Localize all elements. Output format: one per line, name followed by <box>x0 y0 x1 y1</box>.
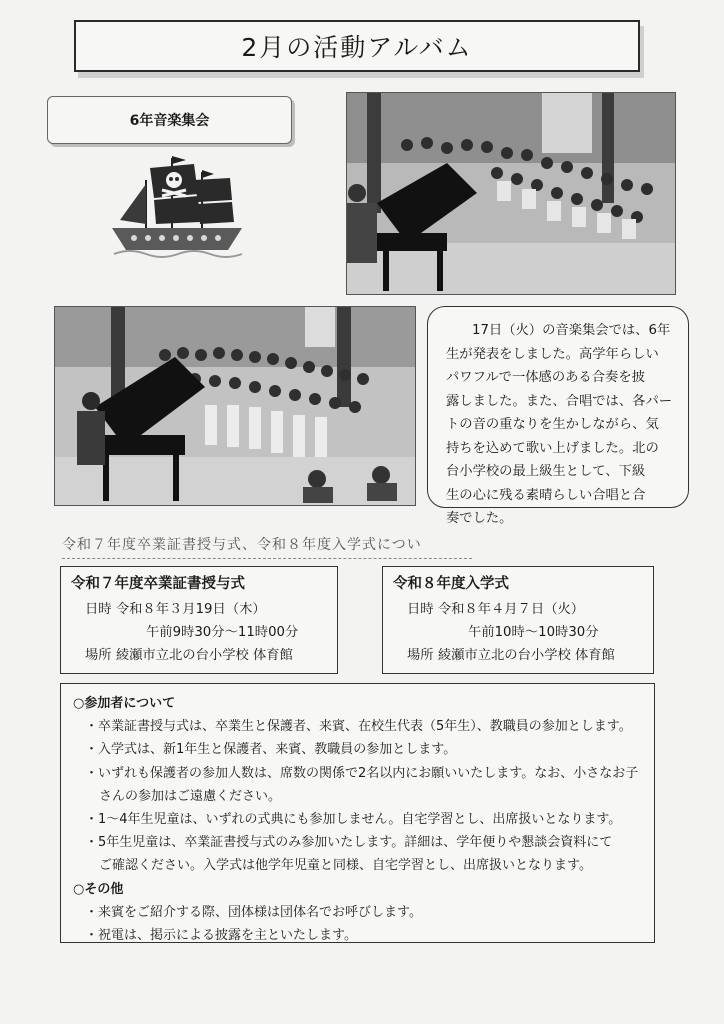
page-title: 2月の活動アルバム <box>74 20 640 72</box>
notice-line: ・祝電は、掲示による披露を主といたします。 <box>85 928 357 944</box>
music-assembly-photo-2 <box>54 306 416 506</box>
notice-line: ・入学式は、新1年生と保護者、来賓、教職員の参加とします。 <box>85 742 457 758</box>
description-line: 奏でした。 <box>446 511 513 526</box>
notice-line: ご確認ください。入学式は他学年児童と同様、自宅学習とし、出席扱いとなります。 <box>99 858 592 874</box>
graduation-date: 日時 令和８年３月19日（木） <box>85 602 266 617</box>
ceremony-heading: 令和７年度卒業証書授与式、令和８年度入学式につい <box>62 534 472 559</box>
entrance-title: 令和８年度入学式 <box>393 576 509 592</box>
description-line: 17日（火）の音楽集会では、6年 <box>472 323 671 338</box>
entrance-time: 午前10時～10時30分 <box>468 625 599 640</box>
notice-line: ・1～4年生児童は、いずれの式典にも参加しません。自宅学習とし、出席扱いとなります。 <box>85 812 622 828</box>
graduation-ceremony-box <box>60 566 338 674</box>
entrance-place: 場所 綾瀬市立北の台小学校 体育館 <box>407 648 615 663</box>
graduation-title: 令和７年度卒業証書授与式 <box>71 576 245 592</box>
notice-line: ・卒業証書授与式は、卒業生と保護者、来賓、在校生代表（5年生）、教職員の参加とします。 <box>85 719 632 735</box>
event-description <box>427 306 689 526</box>
notice-line: ・来賓をご紹介する際、団体様は団体名でお呼びします。 <box>85 904 422 920</box>
participants-heading: ○参加者について <box>73 696 176 711</box>
notice-box <box>60 683 655 943</box>
notice-line: ・5年生児童は、卒業証書授与式のみ参加いたします。詳細は、学年便りや懇談会資料にて <box>85 835 613 851</box>
entrance-date: 日時 令和８年４月７日（火） <box>407 602 585 617</box>
pirate-ship-illustration <box>110 150 250 260</box>
music-assembly-photo-1 <box>346 92 676 295</box>
notice-line: ・いずれも保護者の参加人数は、席数の関係で2名以内にお願いいたします。なお、小さなお子 <box>85 765 639 781</box>
description-line: パワフルで一体感のある合奏を披 <box>446 370 645 385</box>
entrance-ceremony-box <box>382 566 654 674</box>
description-line: 持ちを込めて歌い上げました。北の <box>446 440 659 456</box>
notice-line: さんの参加はご遠慮ください。 <box>99 788 282 804</box>
description-line: 生の心に残る素晴らしい合唱と合 <box>446 487 646 503</box>
description-line: 露しました。また、合唱では、各パー <box>446 393 673 409</box>
description-line: 台小学校の最上級生として、下級 <box>446 464 646 479</box>
other-heading: ○その他 <box>73 881 124 897</box>
description-line: 生が発表をしました。高学年らしい <box>446 346 659 362</box>
section-label: 6年音楽集会 <box>47 96 292 144</box>
graduation-place: 場所 綾瀬市立北の台小学校 体育館 <box>85 648 293 663</box>
description-line: トの音の重なりを生かしながら、気 <box>446 417 659 432</box>
graduation-time: 午前9時30分～11時00分 <box>146 625 299 640</box>
